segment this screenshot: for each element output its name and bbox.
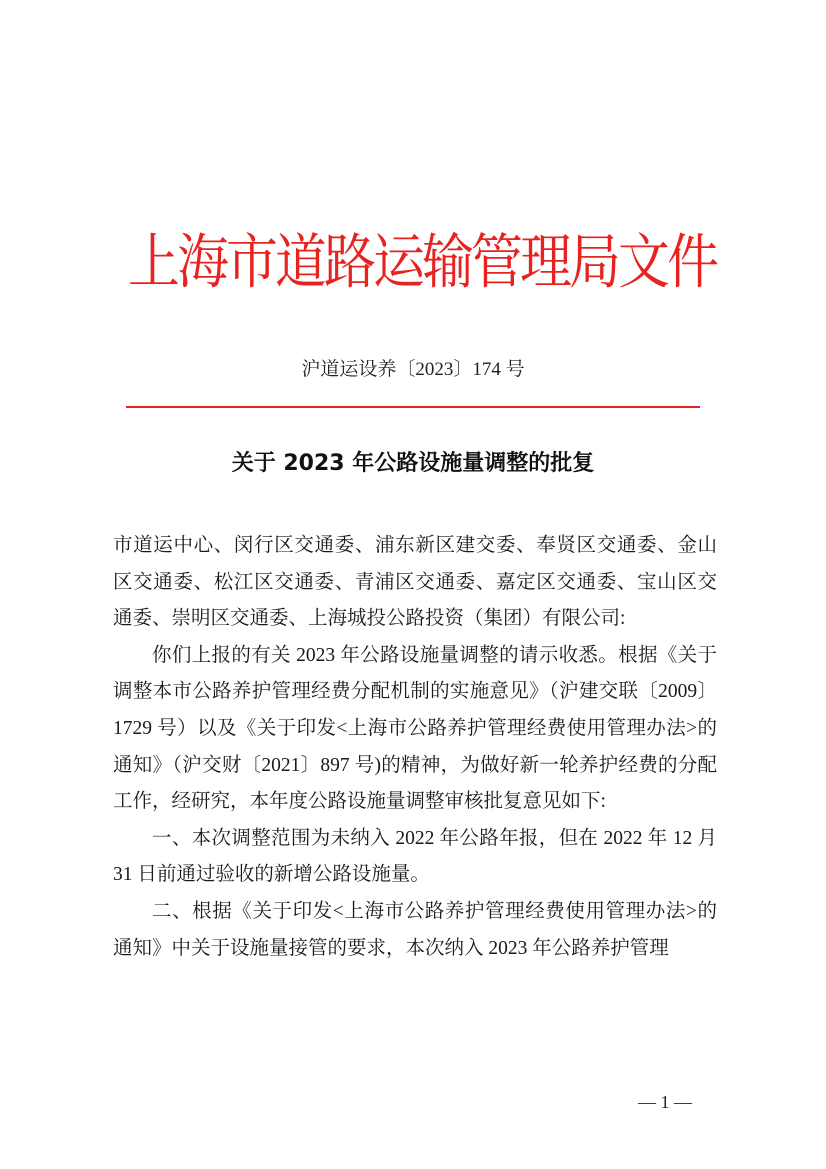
red-divider-line — [126, 406, 700, 408]
paragraph: 一、本次调整范围为未纳入 2022 年公路年报，但在 2022 年 12 月 31 日前通过验收的新增公路设施量。 — [113, 827, 717, 886]
addressees: 市道运中心、闵行区交通委、浦东新区建交委、奉贤区交通委、金山区交通委、松江区交通委、青浦区交通委、嘉定区交通委、宝山区交通委、崇明区交通委、上海城投公路投资（集团）有限公司: — [113, 535, 717, 630]
paragraph: 你们上报的有关 2023 年公路设施量调整的请示收悉。根据《关于调整本市公路养护管理经费分配机制的实施意见》（沪建交联〔2009〕1729 号）以及《关于印发<上海市公路养护管理经费使用管理办法>的通知》（沪交财〔2021〕897 号)的精神，为做好新一轮养护经费的分配工作，经研究，本年度公路设施量调整审核批复意见如下: — [113, 644, 717, 813]
paragraph: 二、根据《关于印发<上海市公路养护管理经费使用管理办法>的通知》中关于设施量接管的要求，本次纳入 2023 年公路养护管理 — [113, 900, 717, 959]
document-title: 关于 2023 年公路设施量调整的批复 — [231, 451, 595, 476]
page-number: — 1 — — [638, 1092, 692, 1112]
masthead-title: 上海市道路运输管理局文件 — [128, 228, 717, 298]
document-number: 沪道运设养〔2023〕174 号 — [301, 359, 525, 380]
document-body — [113, 528, 717, 967]
